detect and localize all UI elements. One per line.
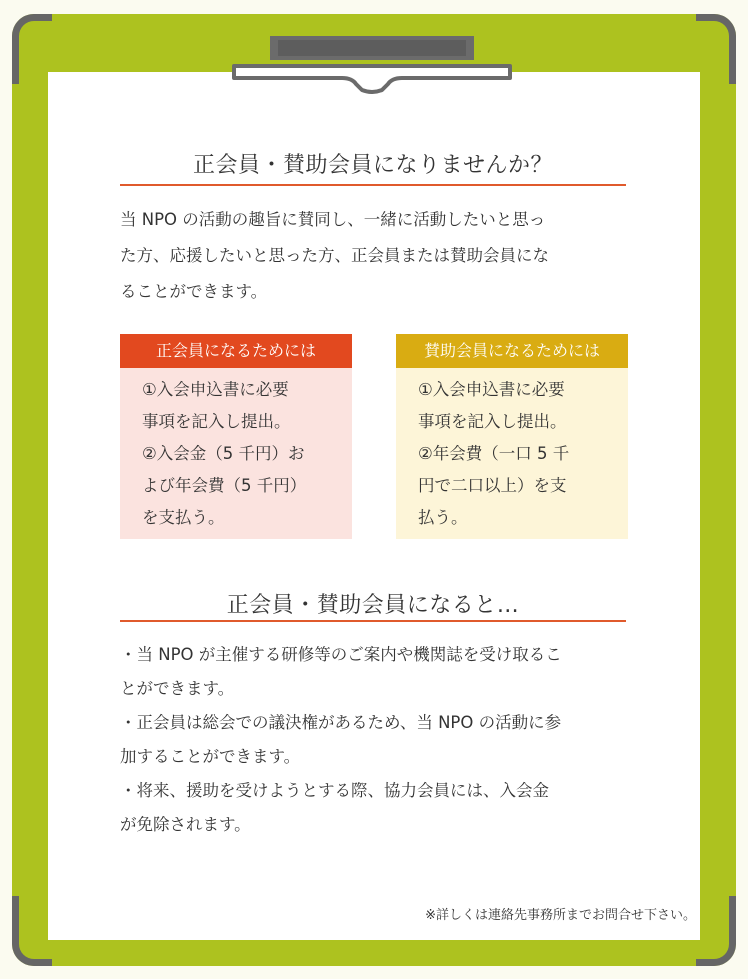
supporting-member-box [396,334,628,539]
corner-bracket-top-left [12,14,52,84]
step-line: 事項を記入し提出。 [142,412,291,431]
benefit-line: とができます。 [120,679,235,698]
benefit-line: 加することができます。 [120,747,301,766]
benefit-line: が免除されます。 [120,815,251,834]
step-line: ②年会費（一口 5 千 [418,444,570,463]
benefit-line: ・将来、援助を受けようとする際、協力会員には、入会金 [120,781,549,800]
step-line: を支払う。 [142,508,225,527]
regular-member-steps [120,368,352,534]
step-line: ①入会申込書に必要 [142,380,289,399]
contact-note: ※詳しくは連絡先事務所までお問合せ下さい。 [425,908,696,923]
regular-member-box [120,334,352,539]
benefits-list [120,638,636,842]
intro-line: ることができます。 [120,282,268,301]
supporting-member-steps [396,368,628,534]
section-title-join: 正会員・賛助会員になりませんか？ [192,153,553,178]
supporting-member-heading: 賛助会員になるためには [396,334,628,368]
clipboard-clip-icon [232,26,512,94]
corner-bracket-bottom-right [696,896,736,966]
step-line: 事項を記入し提出。 [418,412,567,431]
step-line: ②入会金（5 千円）お [142,444,305,463]
step-line: よび年会費（5 千円） [142,476,307,495]
section-title-benefits: 正会員・賛助会員になると… [226,593,520,618]
step-line: 払う。 [418,508,468,527]
regular-member-heading: 正会員になるためには [120,334,352,368]
title-underline [120,184,626,186]
corner-bracket-top-right [696,14,736,84]
title-underline [120,620,626,622]
intro-line: た方、応援したいと思った方、正会員または賛助会員にな [120,246,549,265]
intro-paragraph [120,202,632,310]
step-line: 円で二口以上）を支 [418,476,567,495]
intro-line: 当 NPO の活動の趣旨に賛同し、一緒に活動したいと思っ [120,210,546,229]
step-line: ①入会申込書に必要 [418,380,565,399]
benefit-line: ・正会員は総会での議決権があるため、当 NPO の活動に参 [120,713,562,732]
benefit-line: ・当 NPO が主催する研修等のご案内や機関誌を受け取るこ [120,645,562,664]
corner-bracket-bottom-left [12,896,52,966]
